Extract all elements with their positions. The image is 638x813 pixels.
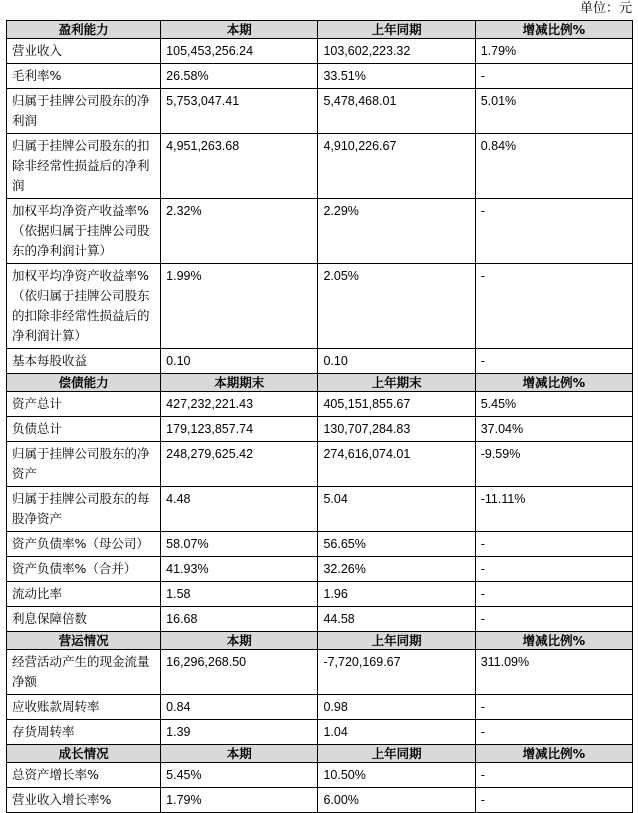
table-cell: 0.98 <box>318 695 475 720</box>
column-header: 增减比例% <box>475 745 632 763</box>
table-cell: 5,478,468.01 <box>318 89 475 134</box>
table-row <box>7 442 633 487</box>
row-label: 资产总计 <box>7 392 161 417</box>
row-label: 加权平均净资产收益率%（依归属于挂牌公司股东的扣除非经常性损益后的净利润计算） <box>7 264 161 349</box>
table-cell: 0.84% <box>475 134 632 199</box>
table-cell: 103,602,223.32 <box>318 39 475 64</box>
row-label: 营业收入 <box>7 39 161 64</box>
table-cell: 130,707,284.83 <box>318 417 475 442</box>
table-row <box>7 39 633 64</box>
table-cell: - <box>475 720 632 745</box>
table-cell: 4,910,226.67 <box>318 134 475 199</box>
row-label: 资产负债率%（母公司） <box>7 532 161 557</box>
table-cell: - <box>475 557 632 582</box>
table-cell: 311.09% <box>475 650 632 695</box>
column-header: 上年同期 <box>318 745 475 763</box>
table-cell: -11.11% <box>475 487 632 532</box>
table-cell: 16,296,268.50 <box>161 650 318 695</box>
table-cell: - <box>475 582 632 607</box>
row-label: 基本每股收益 <box>7 349 161 374</box>
table-row <box>7 763 633 788</box>
table-row <box>7 557 633 582</box>
table-cell: - <box>475 64 632 89</box>
table-cell: -9.59% <box>475 442 632 487</box>
table-cell: 5.04 <box>318 487 475 532</box>
table-cell: 179,123,857.74 <box>161 417 318 442</box>
column-header: 本期 <box>161 21 318 39</box>
table-cell: 5.01% <box>475 89 632 134</box>
row-label: 应收账款周转率 <box>7 695 161 720</box>
table-cell: 2.29% <box>318 199 475 264</box>
table-cell: 1.39 <box>161 720 318 745</box>
table-cell: - <box>475 763 632 788</box>
row-label: 流动比率 <box>7 582 161 607</box>
table-cell: - <box>475 264 632 349</box>
table-cell: 4.48 <box>161 487 318 532</box>
row-label: 资产负债率%（合并） <box>7 557 161 582</box>
table-cell: - <box>475 607 632 632</box>
table-row <box>7 89 633 134</box>
table-cell: 1.79% <box>161 788 318 813</box>
table-row <box>7 264 633 349</box>
table-cell: 5.45% <box>161 763 318 788</box>
table-row <box>7 650 633 695</box>
column-header: 增减比例% <box>475 632 632 650</box>
row-label: 经营活动产生的现金流量净额 <box>7 650 161 695</box>
table-cell: 58.07% <box>161 532 318 557</box>
table-cell: - <box>475 695 632 720</box>
table-row <box>7 349 633 374</box>
table-cell: 1.04 <box>318 720 475 745</box>
table-cell: 1.58 <box>161 582 318 607</box>
table-cell: - <box>475 349 632 374</box>
table-cell: 37.04% <box>475 417 632 442</box>
unit-label: 单位：元 <box>579 1 632 16</box>
table-row <box>7 788 633 813</box>
row-label: 存货周转率 <box>7 720 161 745</box>
table-cell: 32.26% <box>318 557 475 582</box>
column-header: 上年期末 <box>318 374 475 392</box>
table-cell: 405,151,855.67 <box>318 392 475 417</box>
table-cell: 274,616,074.01 <box>318 442 475 487</box>
table-row <box>7 720 633 745</box>
table-cell: -7,720,169.67 <box>318 650 475 695</box>
table-cell: 1.96 <box>318 582 475 607</box>
table-row <box>7 199 633 264</box>
column-header: 上年同期 <box>318 632 475 650</box>
row-label: 总资产增长率% <box>7 763 161 788</box>
section-header-row <box>7 632 633 650</box>
table-cell: 5,753,047.41 <box>161 89 318 134</box>
section-title: 成长情况 <box>7 745 161 763</box>
row-label: 负债总计 <box>7 417 161 442</box>
column-header: 本期 <box>161 745 318 763</box>
section-title: 偿债能力 <box>7 374 161 392</box>
table-row <box>7 134 633 199</box>
table-cell: 427,232,221.43 <box>161 392 318 417</box>
financial-indicators-table <box>6 20 633 813</box>
section-header-row <box>7 745 633 763</box>
table-cell: 2.32% <box>161 199 318 264</box>
column-header: 增减比例% <box>475 21 632 39</box>
table-cell: - <box>475 199 632 264</box>
section-title: 营运情况 <box>7 632 161 650</box>
table-row <box>7 695 633 720</box>
section-title: 盈利能力 <box>7 21 161 39</box>
table-cell: - <box>475 788 632 813</box>
section-header-row <box>7 374 633 392</box>
table-cell: 1.79% <box>475 39 632 64</box>
table-cell: 0.84 <box>161 695 318 720</box>
row-label: 利息保障倍数 <box>7 607 161 632</box>
table-cell: 4,951,263.68 <box>161 134 318 199</box>
row-label: 归属于挂牌公司股东的净利润 <box>7 89 161 134</box>
table-row <box>7 64 633 89</box>
column-header: 本期期末 <box>161 374 318 392</box>
table-cell: 0.10 <box>318 349 475 374</box>
row-label: 归属于挂牌公司股东的每股净资产 <box>7 487 161 532</box>
column-header: 增减比例% <box>475 374 632 392</box>
table-cell: 26.58% <box>161 64 318 89</box>
table-cell: 1.99% <box>161 264 318 349</box>
section-header-row <box>7 21 633 39</box>
table-cell: 10.50% <box>318 763 475 788</box>
table-row <box>7 582 633 607</box>
column-header: 上年同期 <box>318 21 475 39</box>
row-label: 毛利率% <box>7 64 161 89</box>
table-row <box>7 417 633 442</box>
row-label: 加权平均净资产收益率%（依据归属于挂牌公司股东的净利润计算） <box>7 199 161 264</box>
row-label: 营业收入增长率% <box>7 788 161 813</box>
table-row <box>7 607 633 632</box>
table-row <box>7 532 633 557</box>
table-cell: 2.05% <box>318 264 475 349</box>
table-cell: 248,279,625.42 <box>161 442 318 487</box>
table-row <box>7 392 633 417</box>
column-header: 本期 <box>161 632 318 650</box>
row-label: 归属于挂牌公司股东的净资产 <box>7 442 161 487</box>
table-cell: 5.45% <box>475 392 632 417</box>
table-cell: - <box>475 532 632 557</box>
row-label: 归属于挂牌公司股东的扣除非经常性损益后的净利润 <box>7 134 161 199</box>
table-row <box>7 487 633 532</box>
table-cell: 105,453,256.24 <box>161 39 318 64</box>
table-cell: 44.58 <box>318 607 475 632</box>
table-cell: 56.65% <box>318 532 475 557</box>
table-cell: 0.10 <box>161 349 318 374</box>
table-cell: 6.00% <box>318 788 475 813</box>
table-cell: 41.93% <box>161 557 318 582</box>
table-cell: 33.51% <box>318 64 475 89</box>
table-cell: 16.68 <box>161 607 318 632</box>
